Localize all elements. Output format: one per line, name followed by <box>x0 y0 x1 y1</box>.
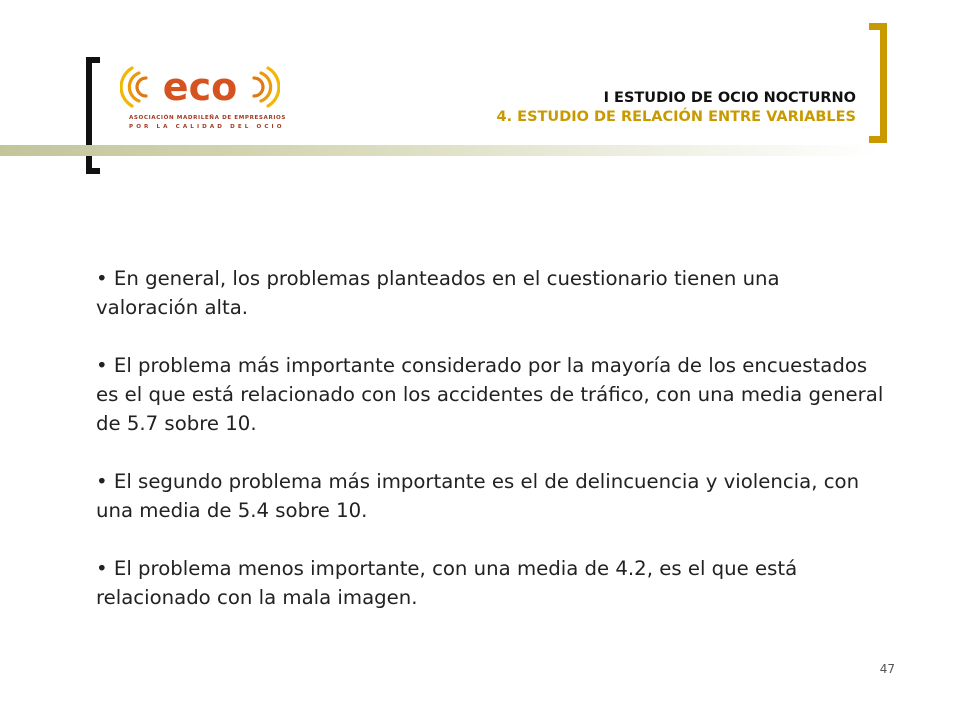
eco-logo-mark <box>120 62 280 114</box>
bullet-marker: • <box>96 354 108 377</box>
right-inner-arc <box>254 78 263 96</box>
logo-wordmark: eco <box>162 65 238 109</box>
bullet-marker: • <box>96 557 108 580</box>
left-bracket-decoration <box>86 57 100 174</box>
bullet-text: El problema más importante considerado por la mayoría de los encuestados es el que está relacionado con los accidentes de tráfico, con una media general de 5.7 sobre 10. <box>96 354 884 435</box>
bullet-item <box>96 554 886 612</box>
right-bracket-decoration <box>869 23 887 143</box>
header-title-block <box>497 89 856 127</box>
bullet-text: El segundo problema más importante es el de delincuencia y violencia, con una media de 5.4 sobre 10. <box>96 470 860 522</box>
logo-tagline <box>129 114 287 132</box>
header-divider <box>0 145 880 156</box>
bullet-marker: • <box>96 470 108 493</box>
bullet-text: En general, los problemas planteados en el cuestionario tienen una valoración alta. <box>96 267 780 319</box>
bullet-list <box>96 264 886 641</box>
page-number: 47 <box>879 662 895 676</box>
bullet-item <box>96 264 886 322</box>
page-title: I ESTUDIO DE OCIO NOCTURNO <box>603 90 856 106</box>
bullet-item <box>96 351 886 438</box>
bullet-item <box>96 467 886 525</box>
logo-tagline-line1: ASOCIACIÓN MADRILEÑA DE EMPRESARIOS <box>129 115 287 121</box>
left-inner-arc <box>137 78 146 96</box>
eco-logo <box>120 62 287 140</box>
logo-tagline-line2: POR LA CALIDAD DEL OCIO <box>129 124 285 130</box>
bullet-marker: • <box>96 267 108 290</box>
bullet-text: El problema menos importante, con una media de 4.2, es el que está relacionado con la mala imagen. <box>96 557 798 609</box>
page-subtitle: 4. ESTUDIO DE RELACIÓN ENTRE VARIABLES <box>496 109 856 125</box>
